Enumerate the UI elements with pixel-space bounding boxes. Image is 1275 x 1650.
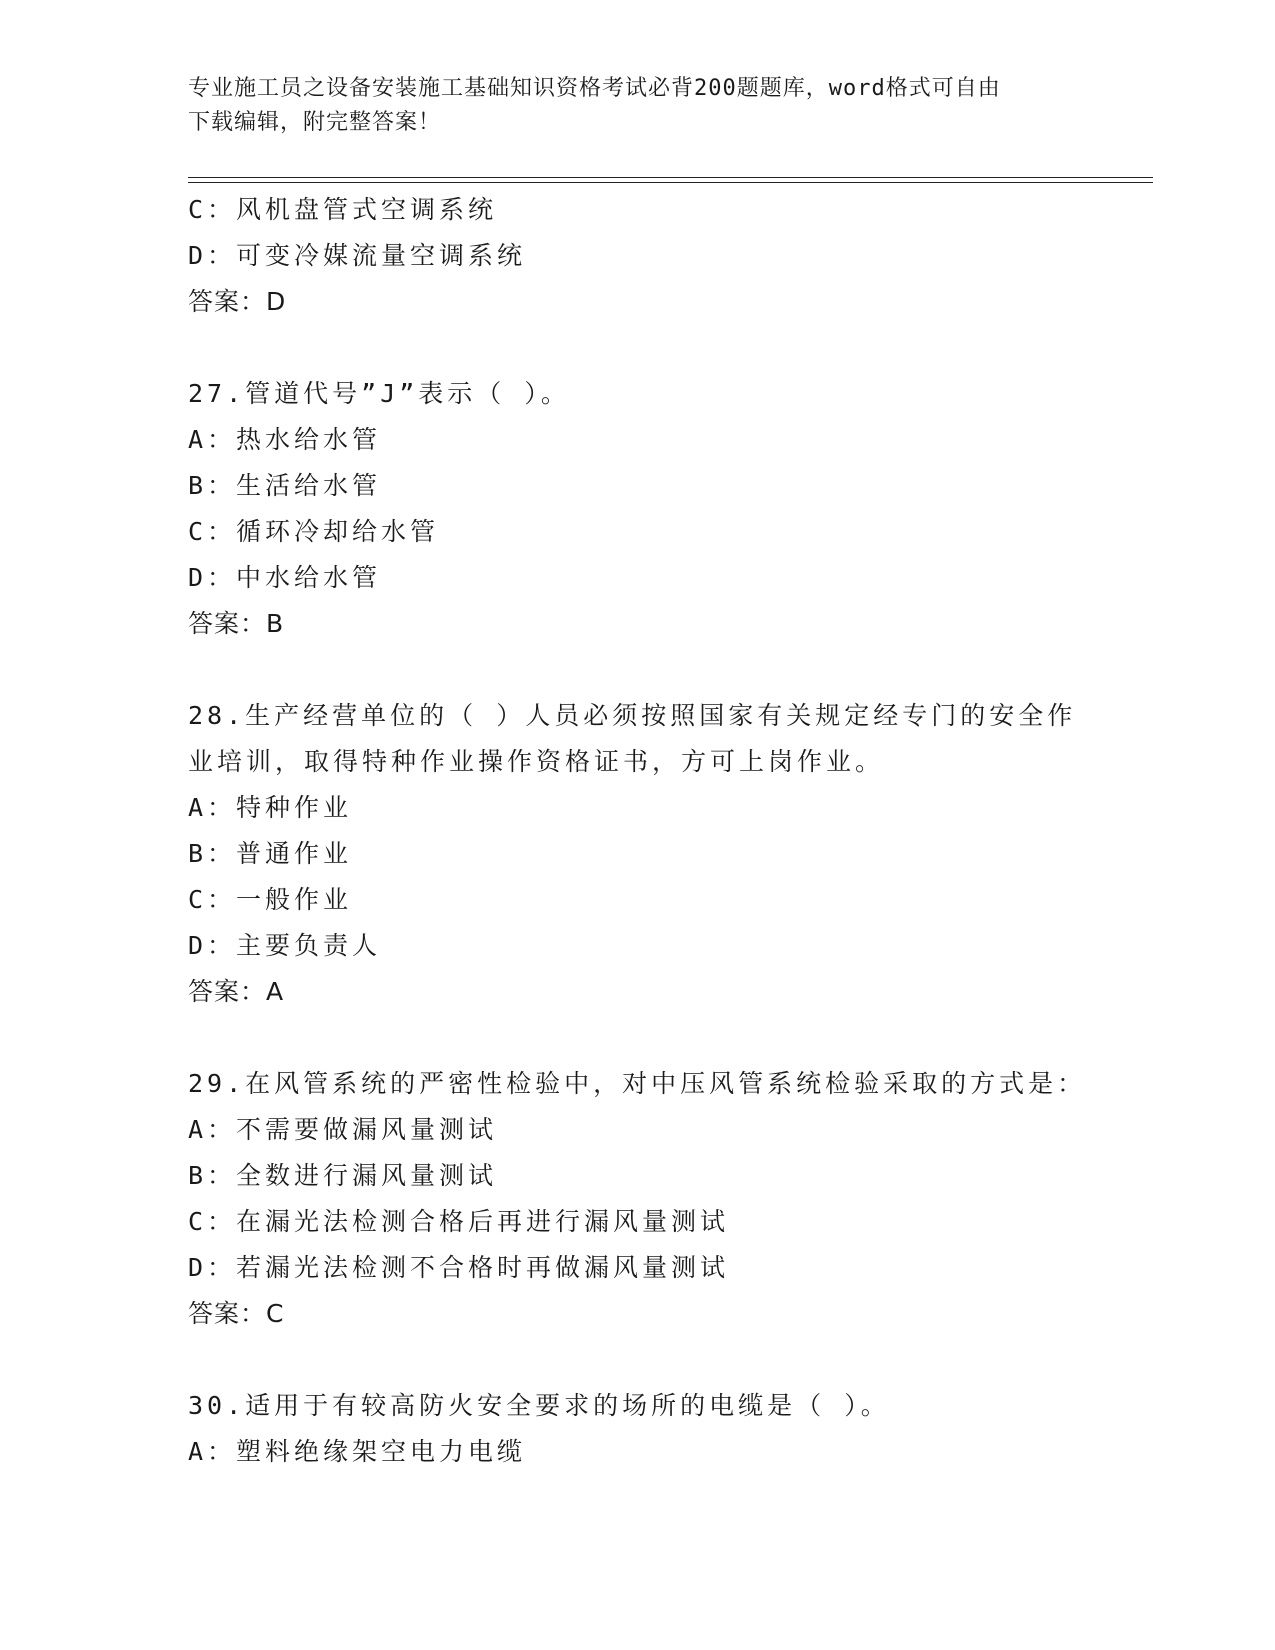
question-29 — [188, 1061, 1087, 1337]
answer-label: 答案：C — [188, 1299, 285, 1328]
answer-label: 答案：D — [188, 287, 287, 316]
option-d: D：可变冷媒流量空调系统 — [188, 241, 527, 270]
option-c: C：循环冷却给水管 — [188, 517, 440, 546]
option-a: A：热水给水管 — [188, 425, 382, 454]
option-b: B：全数进行漏风量测试 — [188, 1161, 498, 1190]
header-line-1: 专业施工员之设备安装施工基础知识资格考试必背200题题库，word格式可自由 — [188, 76, 1001, 101]
spacer — [188, 1337, 1068, 1383]
header-line-2: 下载编辑，附完整答案！ — [188, 110, 442, 135]
spacer — [188, 325, 1068, 371]
option-d: D：中水给水管 — [188, 563, 382, 592]
question-28 — [188, 693, 1077, 1015]
question-text-line-2: 业培训，取得特种作业操作资格证书，方可上岗作业。 — [188, 747, 885, 776]
option-b: B：生活给水管 — [188, 471, 382, 500]
question-26 — [188, 187, 1068, 325]
question-text: 30.适用于有较高防火安全要求的场所的电缆是（ ）。 — [188, 1391, 890, 1420]
option-a: A：特种作业 — [188, 793, 353, 822]
question-30 — [188, 1383, 1068, 1475]
spacer — [188, 647, 1068, 693]
option-c: C：风机盘管式空调系统 — [188, 195, 498, 224]
question-text-line-1: 28.生产经营单位的（ ）人员必须按照国家有关规定经专门的安全作 — [188, 701, 1077, 730]
answer-label: 答案：B — [188, 609, 285, 638]
spacer — [188, 1015, 1068, 1061]
option-a: A：不需要做漏风量测试 — [188, 1115, 498, 1144]
question-list — [188, 187, 1087, 1475]
question-text: 29.在风管系统的严密性检验中，对中压风管系统检验采取的方式是： — [188, 1069, 1087, 1098]
option-a: A：塑料绝缘架空电力电缆 — [188, 1437, 527, 1466]
question-text: 27.管道代号”J”表示（ ）。 — [188, 379, 570, 408]
question-27 — [188, 371, 1068, 647]
answer-label: 答案：A — [188, 977, 285, 1006]
document-header — [188, 72, 1088, 140]
option-b: B：普通作业 — [188, 839, 353, 868]
option-c: C：一般作业 — [188, 885, 353, 914]
header-divider-bottom — [188, 182, 1153, 183]
header-divider-top — [188, 177, 1153, 178]
option-c: C：在漏光法检测合格后再进行漏风量测试 — [188, 1207, 730, 1236]
option-d: D：主要负责人 — [188, 931, 382, 960]
option-d: D：若漏光法检测不合格时再做漏风量测试 — [188, 1253, 730, 1282]
